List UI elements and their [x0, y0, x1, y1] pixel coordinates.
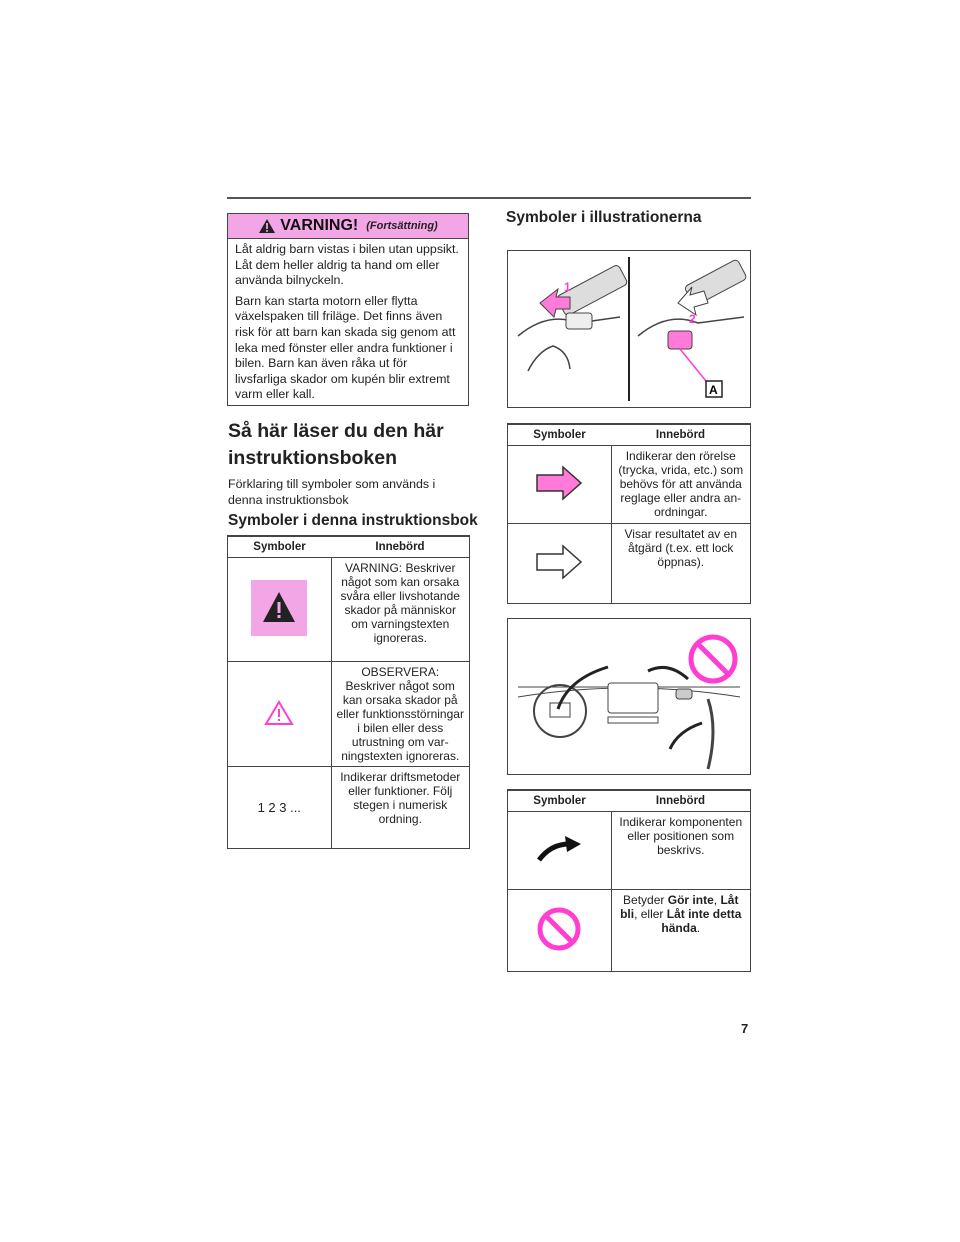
label-2: 2: [689, 312, 696, 326]
warning-paragraph: Barn kan starta motorn eller flytta växelspaken till friläge. Det finns även risk för att barn kan skada sig genom att leka med fönster eller andra funktioner i bilen. Barn kan även råka ut för livsfarliga skador om kupén blir extremt varm eller kall.: [235, 293, 456, 402]
illustration-symbols-title: Symboler i illustrationerna: [506, 209, 702, 226]
warning-header: [228, 214, 468, 239]
section-title: Så här läser du den här instruktionsboken: [228, 420, 444, 469]
col-header-meaning: Innebörd: [611, 790, 751, 812]
meaning-cell: Indikerar komponenten eller positionen som beskrivs.: [611, 812, 751, 890]
outline-arrow-icon: [535, 544, 583, 580]
warning-subtitle: (Fortsättning): [366, 220, 438, 232]
prohibition-icon: [536, 906, 582, 952]
illustration-table-1: [507, 423, 751, 604]
col-header-symbol: Symboler: [228, 536, 332, 558]
step-numbers-symbol: 1 2 3 ...: [257, 799, 301, 815]
table-row: [508, 890, 751, 972]
dashboard-drawing: [508, 619, 750, 774]
manual-symbols-table: [227, 535, 470, 849]
meaning-bold: Låt bli: [620, 893, 739, 921]
manual-symbols-title: Symboler i denna instruktionsbok: [228, 512, 478, 529]
col-header-meaning: Innebörd: [331, 536, 470, 558]
table-row: [508, 446, 751, 524]
meaning-cell: VARNING: Beskriver något som kan orsaka svåra eller livshotande skador på människor om varningstexten ignoreras.: [331, 558, 470, 662]
table-row: [228, 558, 470, 662]
meaning-bold: Gör inte: [667, 893, 714, 907]
meaning-cell: Indikerar driftsmetoder eller funktioner. Följ stegen i numerisk ordning.: [331, 767, 470, 849]
col-header-meaning: Innebörd: [611, 424, 751, 446]
table-row: [228, 767, 470, 849]
curved-pointer-arrow-icon: [535, 834, 583, 864]
dashboard-illustration: [507, 618, 751, 775]
meaning-cell: [611, 890, 751, 972]
meaning-bold: Låt inte detta hända: [661, 907, 742, 935]
warning-body: [228, 239, 468, 411]
top-rule: [227, 197, 751, 199]
seatbelt-drawing: [508, 251, 750, 407]
meaning-text: Betyder: [623, 893, 668, 907]
meaning-cell: OBSERVERA: Beskriver något som kan orsaka skador på eller funktionsstörningar i bilen eller dess utrustning om varningstexten ignoreras.: [331, 662, 470, 767]
table-row: [508, 812, 751, 890]
col-header-symbol: Symboler: [508, 790, 612, 812]
table-row: [508, 524, 751, 604]
section-intro: Förklaring till symboler som används i denna instruktionsbok: [228, 477, 436, 507]
warning-triangle-filled-icon: [251, 580, 307, 636]
meaning-cell: Visar resultatet av en åtgärd (t.ex. ett lock öppnas).: [611, 524, 751, 604]
warning-box: [227, 213, 469, 406]
filled-arrow-icon: [535, 465, 583, 501]
page-number: 7: [741, 1021, 749, 1036]
illustration-table-2: [507, 789, 751, 972]
label-A: A: [709, 383, 718, 397]
col-header-symbol: Symboler: [508, 424, 612, 446]
label-1: 1: [564, 280, 571, 294]
table-row: [228, 662, 470, 767]
warning-paragraph: Låt aldrig barn vistas i bilen utan uppsikt. Låt dem heller aldrig ta hand om eller använda bilnyckeln.: [235, 242, 459, 288]
warning-title: VARNING!: [280, 217, 359, 234]
meaning-text: .: [696, 921, 701, 935]
warning-triangle-outline-icon: [264, 700, 294, 726]
meaning-text: ,: [713, 893, 721, 907]
warning-icon: [258, 218, 276, 234]
meaning-cell: Indikerar den rörelse (trycka, vrida, etc.) som behövs för att använda reglage eller andra anordningar.: [611, 446, 751, 524]
meaning-text: , eller: [634, 907, 667, 921]
seatbelt-illustration: [507, 250, 751, 408]
